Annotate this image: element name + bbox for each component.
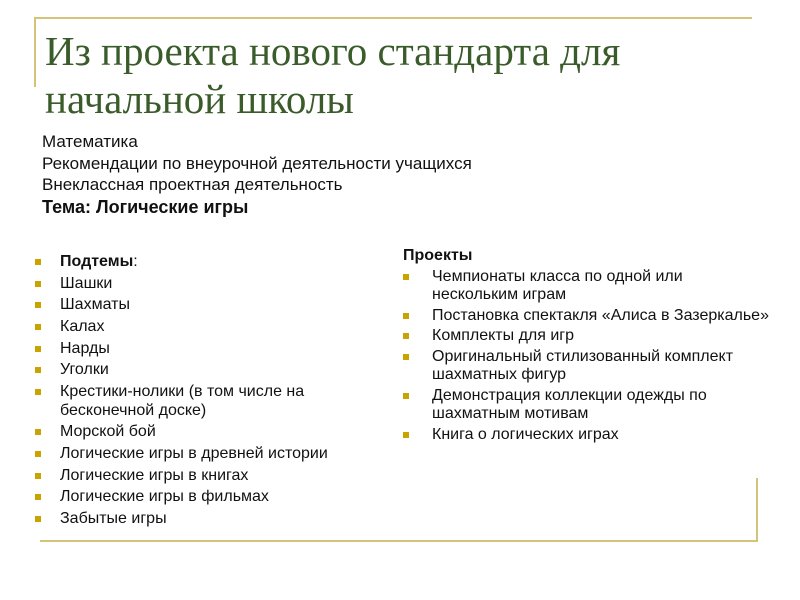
bullet-icon xyxy=(403,313,409,319)
bullet-icon xyxy=(35,259,41,265)
subtopics-heading-text: Подтемы xyxy=(60,253,134,270)
list-item xyxy=(34,296,384,315)
bullet-icon xyxy=(35,473,41,479)
frame-left-line xyxy=(34,17,36,87)
slide-title xyxy=(45,27,765,123)
recommendations-label: Рекомендации по внеурочной деятельности учащихся xyxy=(42,153,472,173)
subtopics-heading-colon: : xyxy=(133,253,138,270)
bullet-icon xyxy=(403,274,409,280)
list-item-text: Уголки xyxy=(60,361,109,379)
bullet-icon xyxy=(35,281,41,287)
list-item-text: Логические игры в фильмах xyxy=(60,488,269,506)
list-item-text: Морской бой xyxy=(60,423,156,441)
list-item-text: Калах xyxy=(60,318,105,336)
list-item-text: Оригинальный стилизованный комплект шахматных фигур xyxy=(432,347,734,383)
list-item-text: Постановка спектакля «Алиса в Зазеркалье» xyxy=(432,306,769,324)
bullet-icon xyxy=(35,302,41,308)
theme-label: Тема: Логические игры xyxy=(42,196,249,217)
intro-block xyxy=(42,131,472,218)
list-item xyxy=(403,348,773,385)
frame-right-line xyxy=(756,478,758,542)
list-item-text: Чемпионаты класса по одной или нескольким играм xyxy=(432,267,683,303)
bullet-icon xyxy=(35,451,41,457)
list-item xyxy=(403,387,773,424)
list-item-text: Комплекты для игр xyxy=(432,327,575,344)
slide-title-line-1: Из проекта нового стандарта для xyxy=(45,28,621,74)
list-item xyxy=(34,318,384,337)
list-item-text: Нарды xyxy=(60,339,110,357)
list-item-text: Демонстрация коллекции одежды по шахматным мотивам xyxy=(432,386,707,422)
bullet-icon xyxy=(35,429,41,435)
list-item xyxy=(34,488,384,507)
bullet-icon xyxy=(35,516,41,522)
frame-bottom-line xyxy=(40,540,758,542)
list-item xyxy=(34,445,384,464)
bullet-icon xyxy=(35,494,41,500)
list-item xyxy=(403,307,773,326)
list-item-text: Крестики-нолики (в том числе на бесконечной доске) xyxy=(60,383,305,419)
subject-label: Математика xyxy=(42,132,138,151)
activity-label: Внеклассная проектная деятельность xyxy=(42,175,343,194)
subtopics-list xyxy=(34,253,384,532)
projects-list xyxy=(403,247,773,446)
list-item xyxy=(34,383,384,420)
bullet-icon xyxy=(403,393,409,399)
list-item xyxy=(403,268,773,305)
list-item-text: Логические игры в древней истории xyxy=(60,445,328,462)
projects-heading: Проекты xyxy=(403,247,473,264)
bullet-icon xyxy=(35,324,41,330)
list-item-text: Логические игры в книгах xyxy=(60,466,249,484)
list-item-text: Шашки xyxy=(60,274,113,292)
bullet-icon xyxy=(403,333,409,339)
list-item xyxy=(403,327,773,346)
list-item xyxy=(34,340,384,359)
list-item xyxy=(34,275,384,294)
bullet-icon xyxy=(35,389,41,395)
slide-title-line-2: начальной школы xyxy=(45,76,354,122)
list-item xyxy=(34,467,384,486)
bullet-icon xyxy=(403,354,409,360)
list-item xyxy=(34,423,384,442)
bullet-icon xyxy=(35,346,41,352)
list-item xyxy=(403,426,773,445)
frame-top-line xyxy=(34,17,752,19)
bullet-icon xyxy=(403,432,409,438)
bullet-icon xyxy=(35,367,41,373)
list-item xyxy=(34,361,384,380)
list-item-text: Книга о логических играх xyxy=(432,425,619,443)
list-item-text: Забытые игры xyxy=(60,510,167,528)
subtopics-heading xyxy=(34,253,384,272)
list-item-text: Шахматы xyxy=(60,296,130,314)
list-item xyxy=(34,510,384,529)
